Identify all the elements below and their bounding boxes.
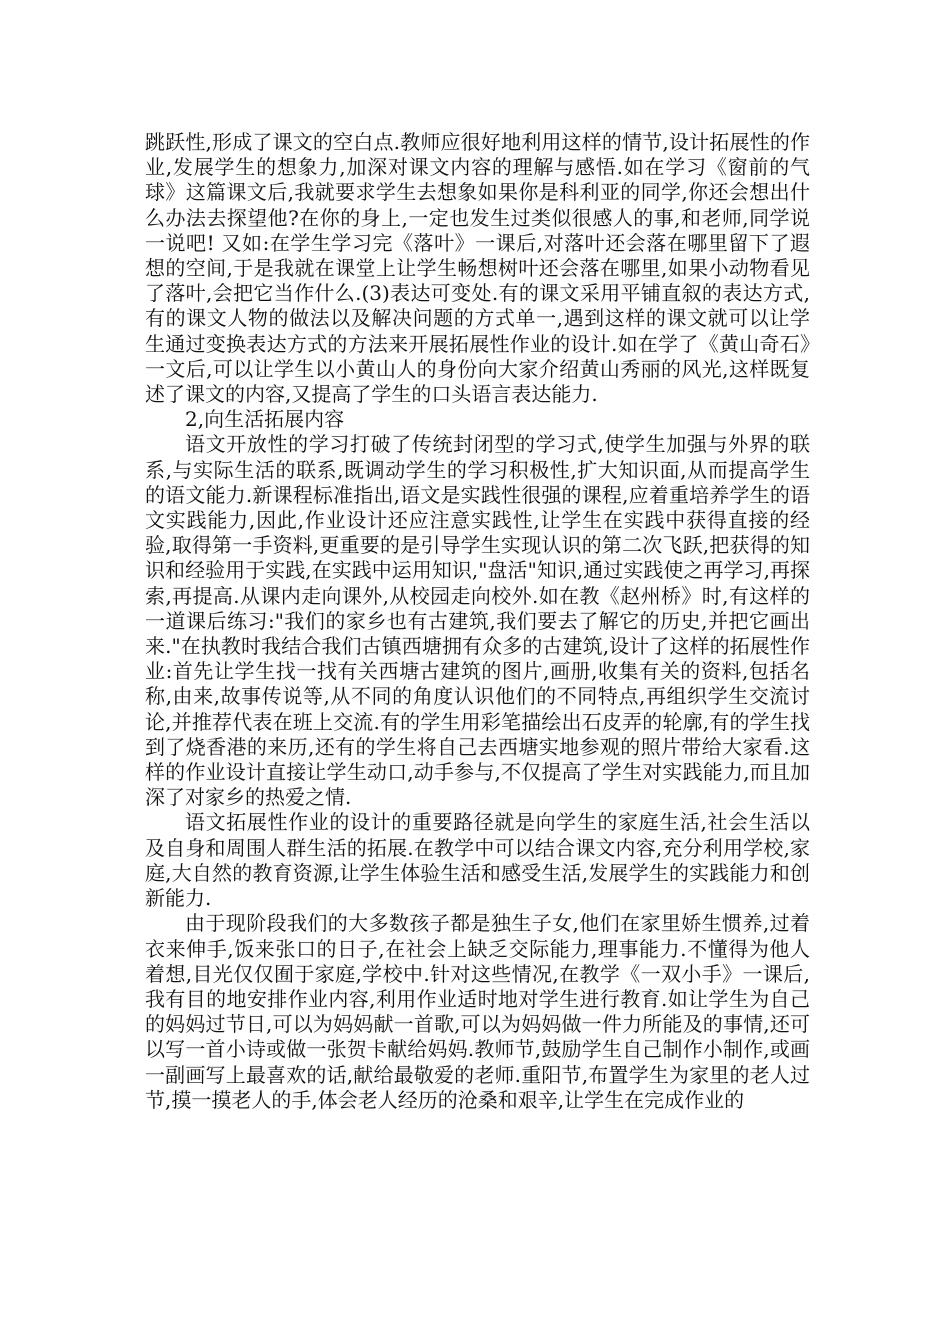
paragraph-continued: 跳跃性,形成了课文的空白点.教师应很好地利用这样的情节,设计拓展性的作业,发展学生的想象力,加深对课文内容的理解与感悟.如在学习《窗前的气球》这篇课文后,我就要求学生去想象如果你是科利亚的同学,你还会想出什么办法去探望他?在你的身上,一定也发生过类似很感人的事,和老师,同学说一说吧! 又如:在学生学习完《落叶》一课后,对落叶还会落在哪里留下了遐想的空间,于是我就在课堂上让学生畅想树叶还会落在哪里,如果小动物看见了落叶,会把它当作什么.(3)表达可变处.有的课文采用平铺直叙的表达方式,有的课文人物的做法以及解决问题的方式单一,遇到这样的课文就可以让学生通过变换表达方式的方法来开展拓展性作业的设计.如在学了《黄山奇石》一文后,可以让学生以小黄山人的身份向大家介绍黄山秀丽的风光,这样既复述了课文的内容,又提高了学生的口头语言表达能力. xyxy=(145,130,810,407)
document-body xyxy=(145,130,810,1113)
paragraph: 语文开放性的学习打破了传统封闭型的学习式,使学生加强与外界的联系,与实际生活的联系,既调动学生的学习积极性,扩大知识面,从而提高学生的语文能力.新课程标准指出,语文是实践性很强的课程,应着重培养学生的语文实践能力,因此,作业设计还应注意实践性,让学生在实践中获得直接的经验,取得第一手资料,更重要的是引导学生实现认识的第二次飞跃,把获得的知识和经验用于实践,在实践中运用知识,"盘活"知识,通过实践使之再学习,再探索,再提高.从课内走向课外,从校园走向校外.如在教《赵州桥》时,有这样的一道课后练习:"我们的家乡也有古建筑,我们要去了解它的历史,并把它画出来."在执教时我结合我们古镇西塘拥有众多的古建筑,设计了这样的拓展性作业:首先让学生找一找有关西塘古建筑的图片,画册,收集有关的资料,包括名称,由来,故事传说等,从不同的角度认识他们的不同特点,再组织学生交流讨论,并推荐代表在班上交流.有的学生用彩笔描绘出石皮弄的轮廓,有的学生找到了烧香港的来历,还有的学生将自己去西塘实地参观的照片带给大家看.这样的作业设计直接让学生动口,动手参与,不仅提高了学生对实践能力,而且加深了对家乡的热爱之情. xyxy=(145,432,810,810)
section-heading: 2,向生活拓展内容 xyxy=(185,407,345,432)
paragraph: 由于现阶段我们的大多数孩子都是独生子女,他们在家里娇生惯养,过着衣来伸手,饭来张口的日子,在社会上缺乏交际能力,理事能力.不懂得为他人着想,目光仅仅囿于家庭,学校中.针对这些情况,在教学《一双小手》一课后,我有目的地安排作业内容,利用作业适时地对学生进行教育.如让学生为自己的妈妈过节日,可以为妈妈献一首歌,可以为妈妈做一件力所能及的事情,还可以写一首小诗或做一张贺卡献给妈妈.教师节,鼓励学生自己制作小制作,或画一副画写上最喜欢的话,献给最敬爱的老师.重阳节,布置学生为家里的老人过节,摸一摸老人的手,体会老人经历的沧桑和艰辛,让学生在完成作业的 xyxy=(145,911,810,1112)
paragraph: 语文拓展性作业的设计的重要路径就是向学生的家庭生活,社会生活以及自身和周围人群生活的拓展.在教学中可以结合课文内容,充分利用学校,家庭,大自然的教育资源,让学生体验生活和感受生活,发展学生的实践能力和创新能力. xyxy=(145,810,810,911)
